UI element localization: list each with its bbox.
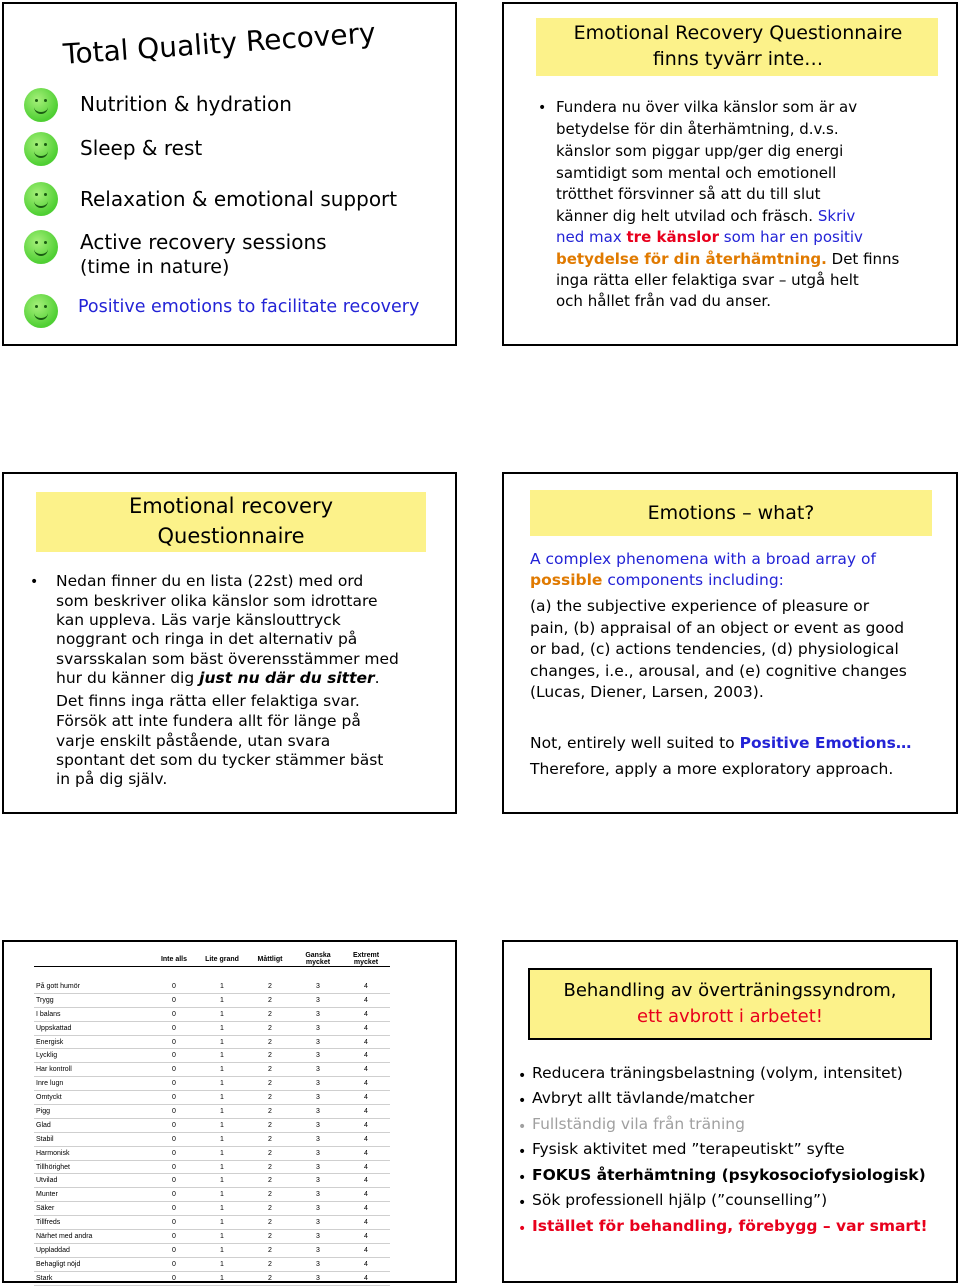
item-sleep: Sleep & rest [80, 136, 203, 160]
row-label: Pigg [36, 1107, 51, 1115]
slide3-title-line1: Emotional recovery [128, 494, 334, 518]
slide2-text-line [556, 207, 855, 225]
table-row [34, 1007, 390, 1021]
row-value: 1 [220, 1107, 224, 1115]
table-row [34, 1257, 390, 1271]
row-value: 1 [220, 1052, 224, 1060]
slide6-list-item: Sök professionell hjälp (”counselling”) [532, 1191, 828, 1209]
row-value: 2 [268, 982, 272, 990]
row-label: Stark [36, 1274, 53, 1282]
row-value: 2 [268, 996, 272, 1004]
row-value: 0 [172, 1107, 176, 1115]
row-value: 3 [316, 982, 320, 990]
slide6-title-line2: ett avbrott i arbetet! [637, 1006, 823, 1027]
slide6-list-item: Fysisk aktivitet med ”terapeutiskt” syfte [532, 1140, 845, 1158]
slide-total-quality-recovery [2, 2, 457, 346]
row-value: 2 [268, 1010, 272, 1018]
row-value: 0 [172, 1260, 176, 1268]
row-value: 2 [268, 1191, 272, 1199]
row-value: 1 [220, 1246, 224, 1254]
row-value: 2 [268, 1163, 272, 1171]
slide3-text-line [56, 611, 341, 629]
questionnaire-rows [34, 980, 390, 1286]
slide4-body-line: (a) the subjective experience of pleasure or [530, 597, 870, 615]
slide3-text-line: varje enskilt påstående, utan svara [56, 732, 331, 750]
slide-emotional-recovery-missing [502, 2, 958, 346]
row-value: 0 [172, 1246, 176, 1254]
row-value: 3 [316, 1121, 320, 1129]
row-value: 1 [220, 1094, 224, 1102]
row-label: Munter [36, 1191, 58, 1199]
table-row [34, 1077, 390, 1091]
table-row [34, 1271, 390, 1285]
table-row [34, 1035, 390, 1049]
row-value: 0 [172, 1191, 176, 1199]
item-relaxation: Relaxation & emotional support [80, 187, 398, 211]
slide4-therefore-line: Therefore, apply a more exploratory approach. [530, 760, 894, 778]
slide2-blue-span: Skriv [817, 207, 856, 225]
row-value: 3 [316, 1066, 320, 1074]
slide4-not-line [530, 734, 911, 752]
table-header-row [34, 952, 390, 967]
row-value: 0 [172, 1052, 176, 1060]
slide2-text-line [556, 228, 863, 246]
row-value: 3 [316, 1177, 320, 1185]
row-value: 2 [268, 1246, 272, 1254]
slide2-text-line: betydelse för din återhämtning, d.v.s. [556, 120, 839, 138]
slide6-list-item: Avbryt allt tävlande/matcher [532, 1089, 755, 1107]
row-label: Tillhörighet [36, 1163, 70, 1171]
row-value: 1 [220, 1121, 224, 1129]
smiley-icon [24, 132, 58, 166]
slide3-text-line: Försök att inte fundera allt för länge på [56, 712, 361, 730]
slide2-text-line: inga rätta eller felaktiga svar – utgå helt [556, 271, 859, 289]
row-label: Utvilad [36, 1177, 58, 1185]
row-value: 1 [220, 982, 224, 990]
item-active-recovery: Active recovery sessions [80, 230, 327, 254]
row-label: Lycklig [36, 1052, 58, 1060]
row-label: Omtyckt [36, 1094, 62, 1102]
row-value: 2 [268, 1260, 272, 1268]
bullet-icon: • [30, 574, 39, 590]
row-value: 4 [364, 1052, 368, 1060]
row-value: 4 [364, 1107, 368, 1115]
slide4-body-line: or bad, (c) actions tendencies, (d) physiological [530, 640, 899, 658]
slide2-text-line: samtidigt som mental och emotionell [556, 164, 837, 182]
row-value: 2 [268, 1052, 272, 1060]
row-value: 3 [316, 1094, 320, 1102]
slide6-list-item: Fullständig vila från träning [532, 1115, 745, 1133]
slide2-orange-span: betydelse för din återhämtning. [556, 250, 827, 268]
row-label: Tillfreds [36, 1219, 61, 1227]
table-row [34, 1216, 390, 1230]
table-row [34, 980, 390, 993]
slide3-text-line [56, 669, 380, 687]
row-label: Energisk [36, 1038, 64, 1046]
slide6-title-box [528, 968, 932, 1040]
table-row [34, 1188, 390, 1202]
row-value: 4 [364, 982, 368, 990]
row-value: 4 [364, 1163, 368, 1171]
table-row [34, 1091, 390, 1105]
bullet-icon: • [518, 1144, 527, 1160]
row-value: 1 [220, 996, 224, 1004]
slide2-title-line2: finns tyvärr inte… [652, 48, 824, 70]
bullet-icon: • [518, 1221, 527, 1237]
slide6-list-item: FOKUS återhämtning (psykosociofysiologisk) [532, 1166, 926, 1184]
row-value: 4 [364, 1246, 368, 1254]
table-header-cell: Lite grand [205, 955, 239, 963]
row-value: 0 [172, 1205, 176, 1213]
row-label: Harmonisk [36, 1149, 70, 1157]
slide3-text-span: kan uppleva. [56, 611, 156, 629]
row-value: 4 [364, 1219, 368, 1227]
row-value: 0 [172, 1177, 176, 1185]
row-value: 3 [316, 1246, 320, 1254]
slide3-text-span: hur du känner dig [56, 669, 195, 687]
item-active-recovery-sub: (time in nature) [80, 256, 230, 278]
row-value: 3 [316, 1205, 320, 1213]
row-value: 0 [172, 1232, 176, 1240]
row-value: 0 [172, 1010, 176, 1018]
row-value: 3 [316, 1024, 320, 1032]
slide3-emphasis-span: just nu där du sitter [199, 669, 375, 687]
table-row [34, 1049, 390, 1063]
slide3-text-line: in på dig själv. [56, 770, 168, 788]
row-value: 4 [364, 1177, 368, 1185]
slide3-text-span: . [374, 669, 380, 687]
row-value: 1 [220, 1024, 224, 1032]
row-value: 3 [316, 1232, 320, 1240]
bullet-icon: • [518, 1170, 527, 1186]
item-positive-emotions: Positive emotions to facilitate recovery [78, 297, 420, 317]
table-row [34, 1118, 390, 1132]
bullet-icon: • [518, 1119, 527, 1135]
slide4-body-line: (Lucas, Diener, Larsen, 2003). [530, 683, 764, 701]
slide-questionnaire-table [2, 940, 457, 1283]
row-value: 1 [220, 1163, 224, 1171]
slide3-text-line: spontant det som du tycker stämmer bäst [56, 751, 384, 769]
row-value: 4 [364, 1121, 368, 1129]
row-value: 3 [316, 1274, 320, 1282]
row-value: 4 [364, 1135, 368, 1143]
row-value: 3 [316, 996, 320, 1004]
slide2-blue-span: ned max [556, 228, 622, 246]
row-value: 2 [268, 1121, 272, 1129]
row-value: 2 [268, 1107, 272, 1115]
slide-emotions-what [502, 472, 958, 814]
row-value: 1 [220, 1232, 224, 1240]
slide2-red-span: tre känslor [626, 228, 720, 246]
item-nutrition: Nutrition & hydration [80, 92, 292, 116]
slide4-orange-span: possible [530, 571, 603, 589]
row-value: 4 [364, 1205, 368, 1213]
slide2-text-span: känner dig helt utvilad och fräsch. [556, 207, 814, 225]
row-value: 2 [268, 1232, 272, 1240]
row-value: 1 [220, 1274, 224, 1282]
row-value: 1 [220, 1010, 224, 1018]
slide3-text-line: svarsskalan som bäst överensstämmer med [56, 650, 399, 668]
table-row [34, 1132, 390, 1146]
row-value: 1 [220, 1080, 224, 1088]
slide3-text-line: Nedan finner du en lista (22st) med ord [56, 572, 364, 590]
row-value: 1 [220, 1066, 224, 1074]
row-value: 3 [316, 1191, 320, 1199]
slide4-intro-line: A complex phenomena with a broad array of [530, 550, 876, 568]
slide2-blue-span: som har en positiv [723, 228, 863, 246]
slide4-blue-span: components including: [607, 571, 784, 589]
row-label: Har kontroll [36, 1066, 72, 1074]
row-value: 3 [316, 1052, 320, 1060]
row-value: 2 [268, 1038, 272, 1046]
row-value: 1 [220, 1177, 224, 1185]
slide-overtraining-treatment [502, 940, 958, 1283]
table-row [34, 1021, 390, 1035]
row-value: 2 [268, 1149, 272, 1157]
slide-emotional-recovery-questionnaire [2, 472, 457, 814]
row-value: 3 [316, 1010, 320, 1018]
row-value: 4 [364, 1066, 368, 1074]
row-value: 4 [364, 1038, 368, 1046]
row-value: 3 [316, 1080, 320, 1088]
row-value: 0 [172, 1080, 176, 1088]
table-row [34, 1243, 390, 1257]
slide2-text-line: trötthet försvinner så att du till slut [556, 185, 821, 203]
row-value: 1 [220, 1260, 224, 1268]
row-value: 0 [172, 1135, 176, 1143]
row-value: 4 [364, 1094, 368, 1102]
row-value: 0 [172, 982, 176, 990]
row-value: 3 [316, 1163, 320, 1171]
table-row [34, 1146, 390, 1160]
row-value: 0 [172, 1163, 176, 1171]
bullet-icon: • [518, 1068, 527, 1084]
slide2-title-line1: Emotional Recovery Questionnaire [573, 22, 903, 44]
row-value: 2 [268, 1205, 272, 1213]
row-value: 2 [268, 1094, 272, 1102]
row-value: 2 [268, 1219, 272, 1227]
slide2-text-line [556, 250, 899, 268]
row-value: 4 [364, 1080, 368, 1088]
row-value: 3 [316, 1107, 320, 1115]
row-label: Trygg [36, 996, 54, 1004]
row-label: Uppladdad [36, 1246, 70, 1254]
table-row [34, 1160, 390, 1174]
row-value: 2 [268, 1274, 272, 1282]
row-value: 1 [220, 1219, 224, 1227]
row-value: 0 [172, 1066, 176, 1074]
row-value: 4 [364, 1149, 368, 1157]
row-value: 0 [172, 1121, 176, 1129]
row-value: 2 [268, 1080, 272, 1088]
slide3-text-line: noggrant och ringa in det alternativ på [56, 630, 358, 648]
row-label: Behagligt nöjd [36, 1260, 81, 1268]
slide3-text-span: Läs varje känslouttryck [160, 611, 341, 629]
smiley-icon [24, 230, 58, 264]
row-label: Glad [36, 1121, 51, 1129]
table-row [34, 1230, 390, 1244]
bullet-icon: • [518, 1093, 527, 1109]
table-header-cell: Ganska mycket [305, 952, 331, 966]
row-value: 0 [172, 1274, 176, 1282]
row-value: 3 [316, 1149, 320, 1157]
table-row [34, 1063, 390, 1077]
bullet-icon: • [538, 100, 547, 116]
row-value: 1 [220, 1205, 224, 1213]
row-value: 0 [172, 1149, 176, 1157]
slide1-title: Total Quality Recovery [62, 16, 377, 71]
table-row [34, 993, 390, 1007]
row-value: 2 [268, 1177, 272, 1185]
row-value: 2 [268, 1135, 272, 1143]
smiley-icon [24, 294, 58, 328]
row-value: 3 [316, 1135, 320, 1143]
row-value: 4 [364, 1191, 368, 1199]
bullet-icon: • [518, 1195, 527, 1211]
table-header-cell: Extremt mycket [352, 952, 380, 966]
slide2-text-line: och hållet från vad du anser. [556, 292, 771, 310]
slide4-text-span: Not, entirely well suited to [530, 734, 735, 752]
row-label: Uppskattad [36, 1024, 72, 1032]
table-row [34, 1105, 390, 1119]
row-value: 1 [220, 1149, 224, 1157]
slide2-text-line: känslor som piggar upp/ger dig energi [556, 142, 844, 160]
row-value: 4 [364, 1260, 368, 1268]
row-value: 0 [172, 1038, 176, 1046]
slide4-intro-line [530, 571, 784, 589]
slide2-text-span: Det finns [831, 250, 900, 268]
row-label: Inre lugn [36, 1080, 64, 1088]
row-value: 3 [316, 1038, 320, 1046]
row-value: 1 [220, 1038, 224, 1046]
table-row [34, 1202, 390, 1216]
row-label: Säker [36, 1205, 55, 1213]
row-value: 4 [364, 1232, 368, 1240]
slide4-body-line: pain, (b) appraisal of an object or event as good [530, 619, 905, 637]
row-value: 0 [172, 1094, 176, 1102]
row-value: 2 [268, 1024, 272, 1032]
slide3-text-line: som beskriver olika känslor som idrottare [56, 592, 378, 610]
slide4-title: Emotions – what? [647, 502, 815, 524]
slide2-text-line: Fundera nu över vilka känslor som är av [556, 98, 858, 116]
row-value: 3 [316, 1219, 320, 1227]
slide4-body-line: changes, i.e., arousal, and (e) cognitive changes [530, 662, 907, 680]
row-label: I balans [36, 1010, 61, 1018]
row-value: 1 [220, 1135, 224, 1143]
row-value: 0 [172, 996, 176, 1004]
table-header-cell: Inte alls [160, 955, 188, 963]
row-label: Närhet med andra [36, 1232, 93, 1240]
row-label: På gott humör [36, 982, 80, 990]
smiley-icon [24, 88, 58, 122]
slide3-text-line: Det finns inga rätta eller felaktiga svar. [56, 692, 360, 710]
row-value: 4 [364, 996, 368, 1004]
row-value: 4 [364, 1024, 368, 1032]
row-value: 4 [364, 1274, 368, 1282]
slide3-title-line2: Questionnaire [157, 524, 305, 548]
row-value: 1 [220, 1191, 224, 1199]
row-label: Stabil [36, 1135, 54, 1143]
slide4-blue-span: Positive Emotions… [739, 734, 912, 752]
slide6-title-line1: Behandling av överträningssyndrom, [563, 980, 897, 1001]
row-value: 0 [172, 1219, 176, 1227]
slide6-list-item: Reducera träningsbelastning (volym, intensitet) [532, 1064, 903, 1082]
table-header-cell: Måttligt [257, 955, 283, 963]
row-value: 2 [268, 1066, 272, 1074]
table-row [34, 1174, 390, 1188]
slide6-list-item: Istället för behandling, förebygg – var smart! [532, 1217, 928, 1235]
smiley-icon [24, 182, 58, 216]
header-empty [34, 952, 150, 967]
row-value: 4 [364, 1010, 368, 1018]
row-value: 3 [316, 1260, 320, 1268]
row-value: 0 [172, 1024, 176, 1032]
